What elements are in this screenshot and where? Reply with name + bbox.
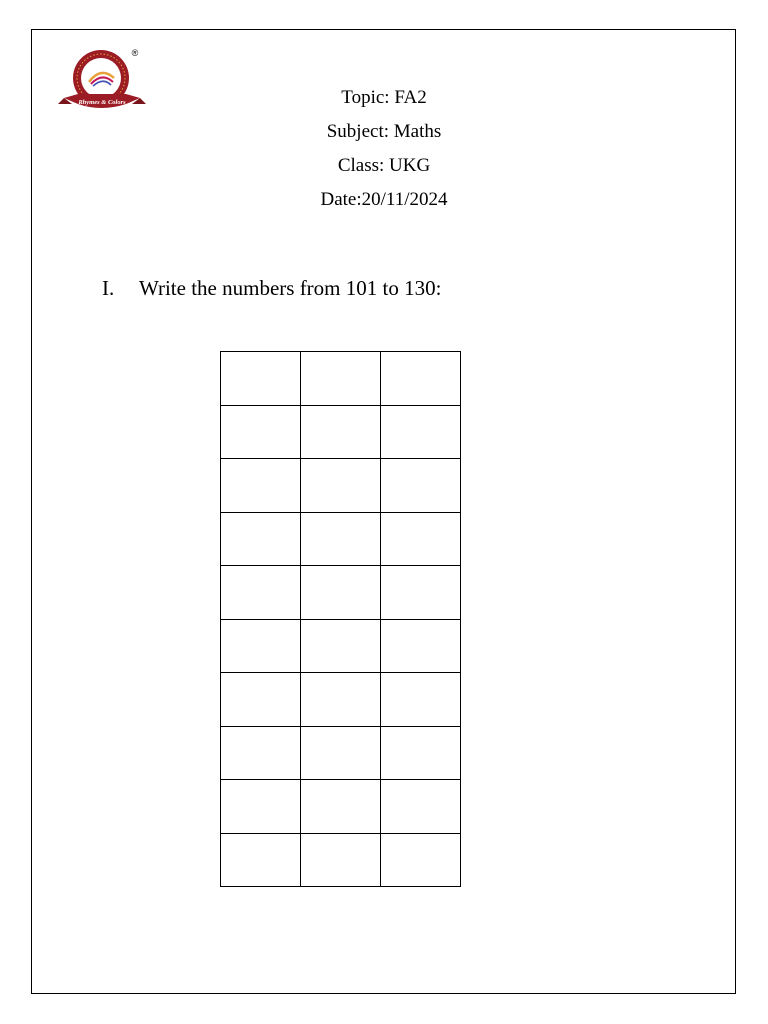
answer-cell[interactable] [301,619,381,673]
answer-cell[interactable] [301,726,381,780]
answer-cell[interactable] [221,833,301,887]
answer-cell[interactable] [221,512,301,566]
registered-mark: ® [131,48,139,58]
answer-cell[interactable] [301,405,381,459]
answer-cell[interactable] [381,352,461,406]
answer-cell[interactable] [301,566,381,620]
grid-row [221,673,461,727]
answer-cell[interactable] [381,619,461,673]
answer-cell[interactable] [221,726,301,780]
answer-cell[interactable] [381,780,461,834]
answer-cell[interactable] [301,673,381,727]
school-logo [56,44,148,124]
grid-row [221,566,461,620]
answer-cell[interactable] [381,673,461,727]
answer-grid [220,351,461,887]
answer-cell[interactable] [221,780,301,834]
answer-cell[interactable] [221,405,301,459]
answer-cell[interactable] [381,726,461,780]
subject-line: Subject: Maths [326,121,442,142]
grid-row [221,459,461,513]
grid-row [221,352,461,406]
question-text: Write the numbers from 101 to 130: [139,276,442,300]
date-line: Date:20/11/2024 [320,189,448,210]
question-1 [102,276,441,301]
class-line: Class: UKG [337,155,431,176]
answer-cell[interactable] [301,459,381,513]
answer-cell[interactable] [221,459,301,513]
grid-row [221,833,461,887]
grid-row [221,512,461,566]
logo-brand-text: Rhymes & Colors [78,99,126,106]
answer-cell[interactable] [381,512,461,566]
answer-cell[interactable] [381,566,461,620]
grid-row [221,405,461,459]
answer-cell[interactable] [221,619,301,673]
answer-cell[interactable] [221,673,301,727]
answer-cell[interactable] [301,833,381,887]
answer-cell[interactable] [381,405,461,459]
answer-cell[interactable] [221,566,301,620]
answer-cell[interactable] [301,512,381,566]
answer-cell[interactable] [301,780,381,834]
answer-cell[interactable] [381,459,461,513]
grid-row [221,780,461,834]
answer-cell[interactable] [381,833,461,887]
answer-cell[interactable] [221,352,301,406]
logo-emblem-icon [56,44,148,124]
grid-row [221,619,461,673]
question-number: I. [102,276,115,300]
topic-line: Topic: FA2 [341,87,427,108]
grid-row [221,726,461,780]
answer-cell[interactable] [301,352,381,406]
